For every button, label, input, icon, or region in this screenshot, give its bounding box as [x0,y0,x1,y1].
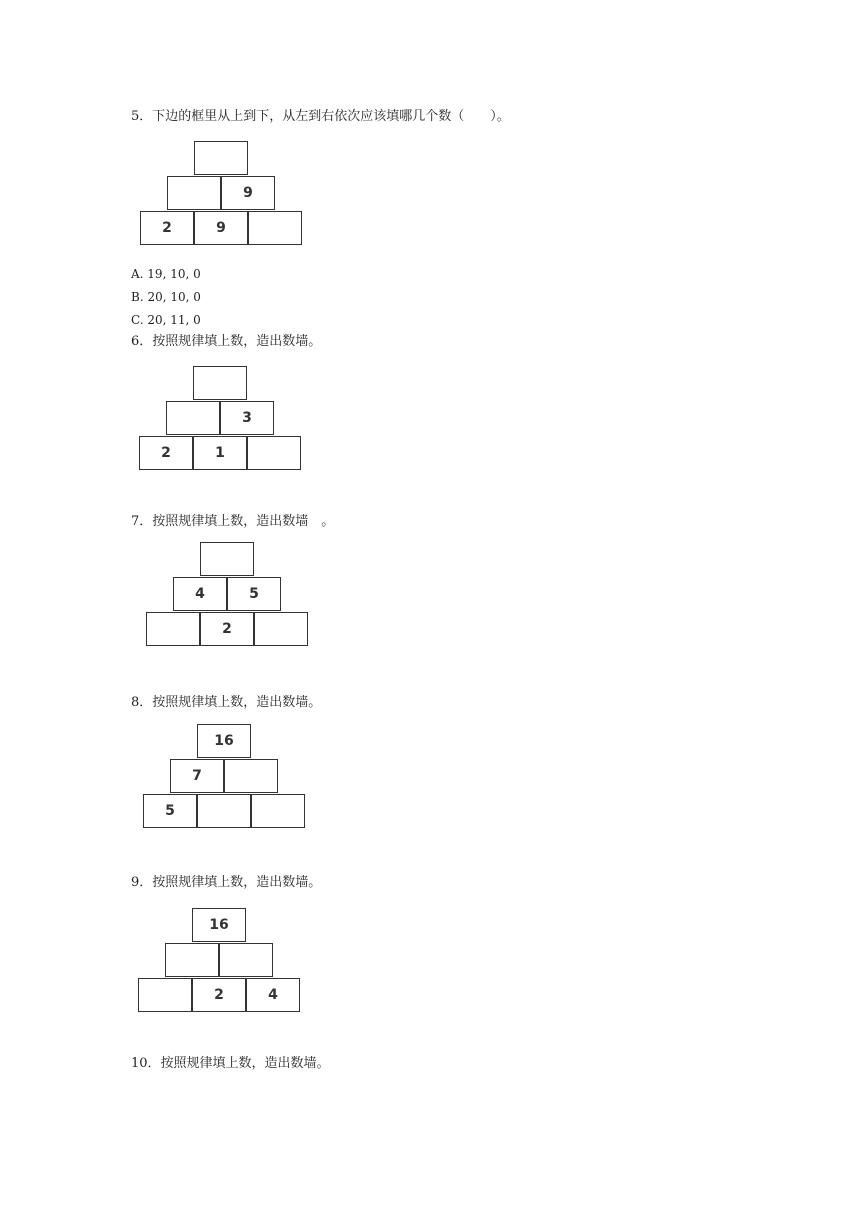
question-10-text: 10．按照规律填上数，造出数墙。 [131,1056,330,1071]
question-7-text: 7．按照规律填上数，造出数墙 。 [131,514,335,529]
number-wall-q9 [138,908,308,1014]
wall-cell-bottom-middle: 9 [194,211,248,245]
wall-cell-middle-right [219,943,273,977]
wall-cell-bottom-right [254,612,308,646]
number-wall-q5 [140,141,310,247]
wall-cell-bottom-left: 5 [143,794,197,828]
wall-cell-top: 16 [197,724,251,758]
wall-cell-middle-left [165,943,219,977]
number-wall-q6 [139,366,309,472]
wall-cell-top [194,141,248,175]
wall-cell-bottom-left: 2 [139,436,193,470]
number-wall-q7 [146,542,316,648]
wall-cell-top: 16 [192,908,246,942]
wall-cell-bottom-right [248,211,302,245]
wall-cell-top [200,542,254,576]
wall-cell-middle-left [166,401,220,435]
wall-cell-bottom-right: 4 [246,978,300,1012]
wall-cell-middle-right [224,759,278,793]
wall-cell-middle-right: 9 [221,176,275,210]
question-5-text: 5．下边的框里从上到下，从左到右依次应该填哪几个数（ ）。 [131,109,510,124]
option-b: B. 20, 10, 0 [131,290,201,304]
wall-cell-middle-left: 7 [170,759,224,793]
wall-cell-middle-right: 3 [220,401,274,435]
wall-cell-bottom-left: 2 [140,211,194,245]
question-8-text: 8．按照规律填上数，造出数墙。 [131,695,322,710]
option-a: A. 19, 10, 0 [131,267,201,281]
wall-cell-bottom-middle: 1 [193,436,247,470]
wall-cell-bottom-middle [197,794,251,828]
wall-cell-bottom-left [138,978,192,1012]
wall-cell-bottom-left [146,612,200,646]
wall-cell-top [193,366,247,400]
wall-cell-bottom-right [251,794,305,828]
wall-cell-middle-left [167,176,221,210]
wall-cell-middle-left: 4 [173,577,227,611]
option-c: C. 20, 11, 0 [131,313,201,327]
question-9-text: 9．按照规律填上数，造出数墙。 [131,875,322,890]
wall-cell-bottom-right [247,436,301,470]
question-6-text: 6．按照规律填上数，造出数墙。 [131,334,322,349]
number-wall-q8 [143,724,313,830]
wall-cell-bottom-middle: 2 [192,978,246,1012]
wall-cell-middle-right: 5 [227,577,281,611]
wall-cell-bottom-middle: 2 [200,612,254,646]
